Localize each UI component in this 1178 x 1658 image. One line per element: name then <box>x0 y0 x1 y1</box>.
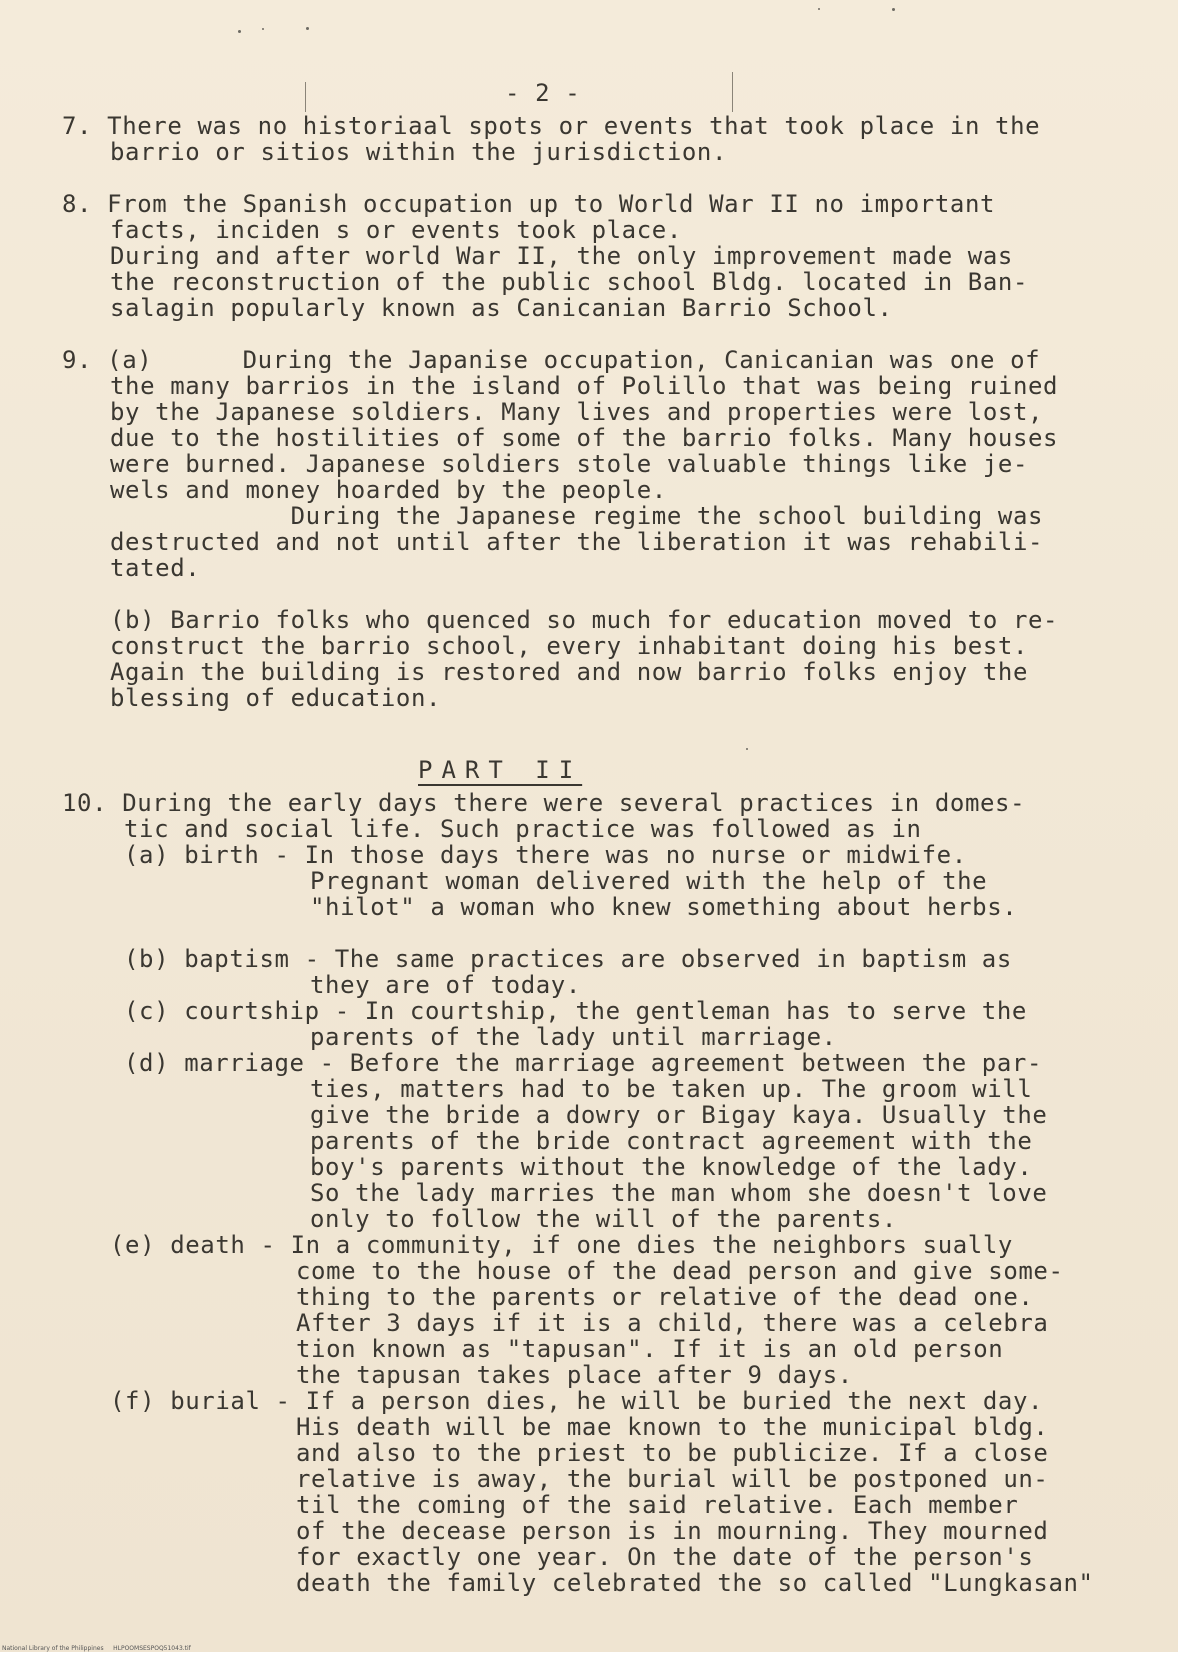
text-line: facts, inciden s or events took place. <box>110 216 682 244</box>
scan-speck <box>262 28 264 30</box>
text-line: come to the house of the dead person and give some- <box>296 1257 1064 1285</box>
text-line: death the family celebrated the so called "Lungkasan" <box>296 1569 1094 1597</box>
text-line: (c) courtship - In courtship, the gentleman has to serve the <box>124 997 1027 1025</box>
scan-mark <box>732 72 733 112</box>
text-line: destructed and not until after the liberation it was rehabili- <box>110 528 1044 556</box>
text-line: wels and money hoarded by the people. <box>110 476 667 504</box>
text-line: relative is away, the burial will be postponed un- <box>296 1465 1049 1493</box>
text-line: (d) marriage - Before the marriage agreement between the par- <box>124 1049 1043 1077</box>
section-heading-part-ii: PART II <box>418 756 583 784</box>
scan-mark <box>305 82 306 112</box>
text-line: 8. From the Spanish occupation up to World War II no important <box>62 190 996 218</box>
text-line: for exactly one year. On the date of the person's <box>296 1543 1034 1571</box>
text-line: So the lady marries the man whom she doesn't love <box>310 1179 1048 1207</box>
text-line: (b) baptism - The same practices are observed in baptism as <box>124 945 1012 973</box>
text-line: give the bride a dowry or Bigay kaya. Usually the <box>310 1101 1048 1129</box>
scan-speck <box>238 30 241 33</box>
text-line: barrio or sitios within the jurisdiction. <box>110 138 728 166</box>
text-line: 10. During the early days there were several practices in domes- <box>62 789 1026 817</box>
text-line: His death will be mae known to the municipal bldg. <box>296 1413 1049 1441</box>
text-line: by the Japanese soldiers. Many lives and properties were lost, <box>110 398 1044 426</box>
text-line: Pregnant woman delivered with the help of the <box>310 867 988 895</box>
text-line: Again the building is restored and now barrio folks enjoy the <box>110 658 1029 686</box>
scan-speck <box>306 27 309 30</box>
text-line: parents of the bride contract agreement with the <box>310 1127 1033 1155</box>
text-line: 9. (a) During the Japanise occupation, Canicanian was one of <box>62 346 1041 374</box>
text-line: "hilot" a woman who knew something about herbs. <box>310 893 1018 921</box>
text-line: boy's parents without the knowledge of the lady. <box>310 1153 1033 1181</box>
text-line: thing to the parents or relative of the dead one. <box>296 1283 1034 1311</box>
text-line: (b) Barrio folks who quenced so much for education moved to re- <box>110 606 1059 634</box>
text-line: ties, matters had to be taken up. The groom will <box>310 1075 1033 1103</box>
scan-footer-label: National Library of the Philippines HLPOOMSESPOQ51043.tif <box>2 1645 191 1652</box>
text-line: tion known as "tapusan". If it is an old person <box>296 1335 1004 1363</box>
text-line: they are of today. <box>310 971 581 999</box>
text-line: During the Japanese regime the school building was <box>110 502 1044 530</box>
text-line: (f) burial - If a person dies, he will be buried the next day. <box>110 1387 1044 1415</box>
scan-speck <box>818 8 820 10</box>
text-line: parents of the lady until marriage. <box>310 1023 837 1051</box>
text-line: were burned. Japanese soldiers stole valuable things like je- <box>110 450 1029 478</box>
text-line: the tapusan takes place after 9 days. <box>296 1361 853 1389</box>
text-line: tated. <box>110 554 201 582</box>
scan-speck <box>892 8 895 11</box>
text-line: construct the barrio school, every inhabitant doing his best. <box>110 632 1029 660</box>
text-line: and also to the priest to be publicize. If a close <box>296 1439 1049 1467</box>
text-line: of the decease person is in mourning. They mourned <box>296 1517 1049 1545</box>
text-line: salagin popularly known as Canicanian Barrio School. <box>110 294 893 322</box>
text-line: After 3 days if it is a child, there was a celebra <box>296 1309 1049 1337</box>
text-line: 7. There was no historiaal spots or events that took place in the <box>62 112 1041 140</box>
text-line: only to follow the will of the parents. <box>310 1205 897 1233</box>
scan-speck <box>746 748 748 750</box>
page-number: - 2 - <box>505 79 581 107</box>
text-line: the reconstruction of the public school Bldg. located in Ban- <box>110 268 1029 296</box>
text-line: due to the hostilities of some of the barrio folks. Many houses <box>110 424 1059 452</box>
text-line: (a) birth - In those days there was no nurse or midwife. <box>124 841 967 869</box>
text-line: til the coming of the said relative. Each member <box>296 1491 1019 1519</box>
text-line: the many barrios in the island of Polillo that was being ruined <box>110 372 1059 400</box>
text-line: tic and social life. Such practice was followed as in <box>124 815 922 843</box>
text-line: (e) death - In a community, if one dies the neighbors sually <box>110 1231 1013 1259</box>
text-line: blessing of education. <box>110 684 442 712</box>
text-line: During and after world War II, the only improvement made was <box>110 242 1013 270</box>
